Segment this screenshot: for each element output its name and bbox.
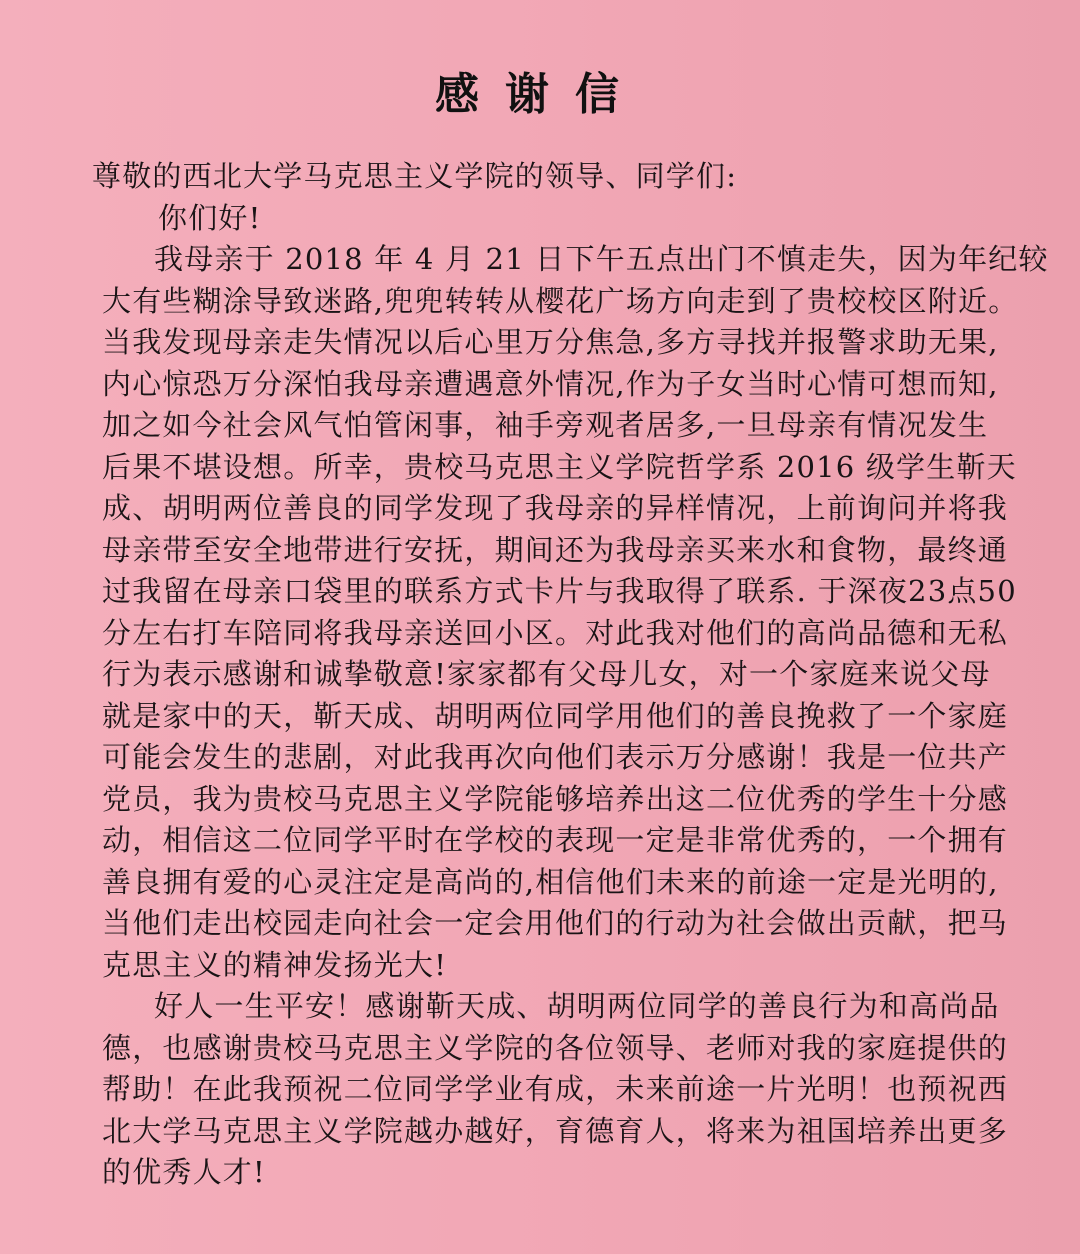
paragraph-line: 母亲带至安全地带进行安抚，期间还为我母亲买来水和食物，最终通 [102,532,1009,567]
paragraph-line: 大有些糊涂导致迷路,兜兜转转从樱花广场方向走到了贵校校区附近。 [102,283,1019,318]
letter-body [88,156,1049,1194]
paragraph-line: 德，也感谢贵校马克思主义学院的各位领导、老师对我的家庭提供的 [102,1030,1009,1065]
paragraph-line: 帮助！在此我预祝二位同学学业有成，未来前途一片光明！也预祝西 [102,1072,1009,1106]
salutation: 尊敬的西北大学马克思主义学院的领导、同学们: [92,159,738,193]
paragraph-line: 过我留在母亲口袋里的联系方式卡片与我取得了联系. 于深夜23点50 [102,574,1017,608]
paragraph-line: 克思主义的精神发扬光大! [102,947,448,982]
paragraph-line: 党员，我为贵校马克思主义学院能够培养出这二位优秀的学生十分感 [102,781,1009,816]
paragraph-line: 行为表示感谢和诚挚敬意!家家都有父母儿女，对一个家庭来说父母 [102,657,991,691]
paragraph-line: 当我发现母亲走失情况以后心里万分焦急,多方寻找并报警求助无果, [102,325,999,359]
paragraph-line: 当他们走出校园走向社会一定会用他们的行动为社会做出贡献，把马 [102,906,1009,940]
paragraph-line: 的优秀人才! [102,1155,266,1189]
paragraph-line: 北大学马克思主义学院越办越好，育德育人，将来为祖国培养出更多 [102,1113,1009,1148]
paragraph-line: 我母亲于 2018 年 4 月 21 日下午五点出门不慎走失，因为年纪较 [154,242,1049,276]
greeting: 你们好! [158,200,262,235]
paragraph-line: 内心惊恐万分深怕我母亲遭遇意外情况,作为子女当时心情可想而知, [102,366,999,401]
paragraph-line: 善良拥有爱的心灵注定是高尚的,相信他们未来的前途一定是光明的, [102,864,999,899]
paragraph-line: 就是家中的天，靳天成、胡明两位同学用他们的善良挽救了一个家庭 [102,698,1009,733]
paragraph-line: 成、胡明两位善良的同学发现了我母亲的异样情况，上前询问并将我 [102,491,1009,525]
paragraph-line: 动，相信这二位同学平时在学校的表现一定是非常优秀的，一个拥有 [102,823,1009,857]
letter-title: 感谢信 [435,69,645,120]
paragraph-2 [88,986,1018,1194]
paragraph-1 [88,239,1049,986]
paragraph-line: 加之如今社会风气怕管闲事，袖手旁观者居多,一旦母亲有情况发生 [102,408,989,442]
paragraph-line: 好人一生平安！感谢靳天成、胡明两位同学的善良行为和高尚品 [154,989,1000,1023]
paragraph-line: 可能会发生的悲剧，对此我再次向他们表示万分感谢！我是一位共产 [102,740,1009,774]
paragraph-line: 分左右打车陪同将我母亲送回小区。对此我对他们的高尚品德和无私 [102,615,1009,650]
paragraph-line: 后果不堪设想。所幸，贵校马克思主义学院哲学系 2016 级学生靳天 [102,449,1017,484]
